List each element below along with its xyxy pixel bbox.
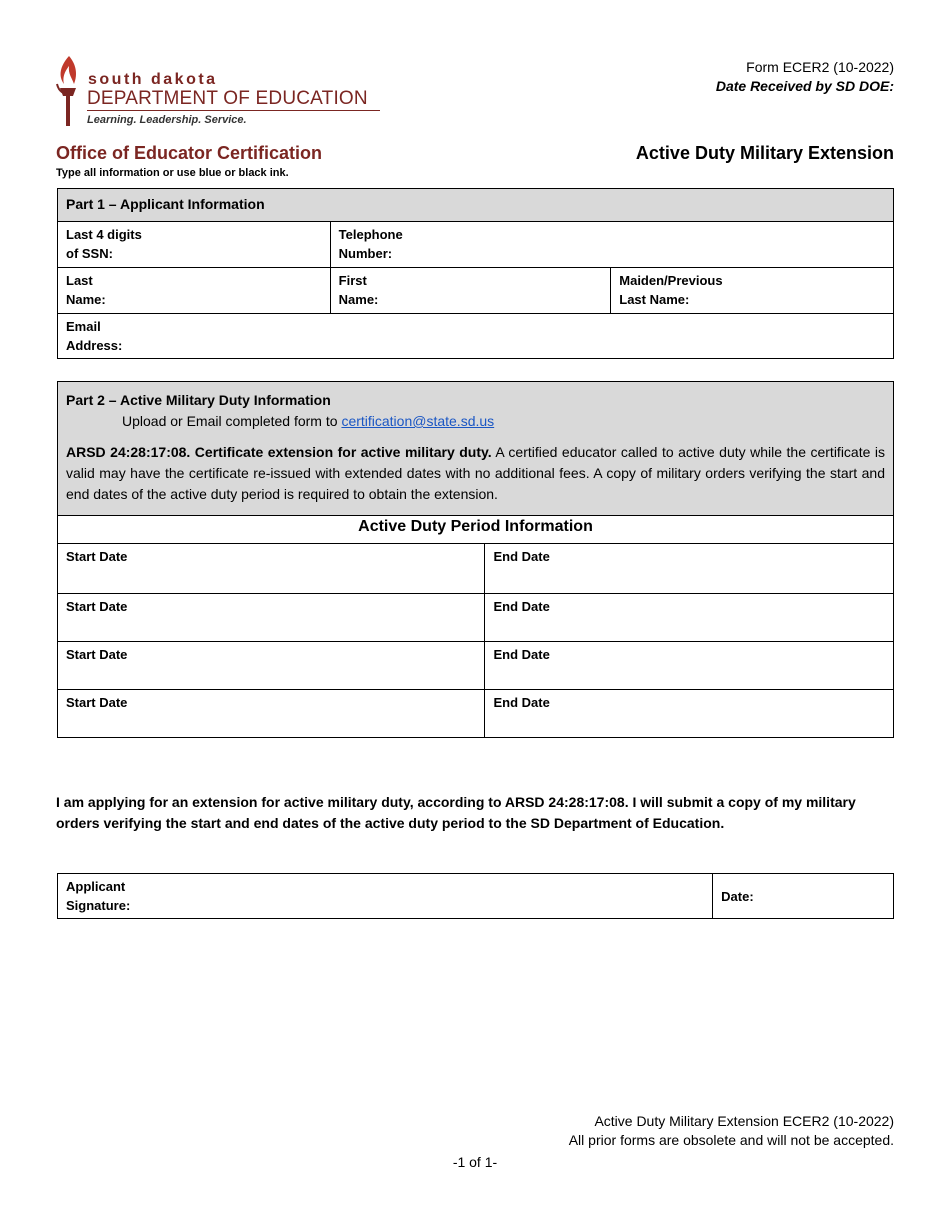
rule-title: ARSD 24:28:17:08. Certificate extension for active military duty. xyxy=(66,444,492,460)
ssn-field[interactable] xyxy=(58,222,331,268)
date-received-label: Date Received by SD DOE: xyxy=(715,78,894,94)
part2-heading: Part 2 – Active Military Duty Information xyxy=(66,392,331,408)
signature-date-field[interactable]: Date: xyxy=(713,874,894,919)
email-label-2: Address: xyxy=(66,338,123,353)
footer-form-line: Active Duty Military Extension ECER2 (10-2022) xyxy=(594,1113,894,1129)
end-date-field[interactable]: End Date xyxy=(485,544,894,594)
logo-divider xyxy=(87,110,380,111)
form-number: Form ECER2 (10-2022) xyxy=(746,59,894,75)
page-number: -1 of 1- xyxy=(452,1154,498,1170)
logo-tagline: Learning. Leadership. Service. xyxy=(87,114,247,126)
email-field[interactable] xyxy=(58,314,894,359)
last-name-field[interactable] xyxy=(58,268,331,314)
part1-heading: Part 1 – Applicant Information xyxy=(58,189,894,222)
logo-department-name: DEPARTMENT OF EDUCATION xyxy=(87,88,368,109)
start-date-field[interactable]: Start Date xyxy=(58,642,485,690)
end-date-field[interactable]: End Date xyxy=(485,594,894,642)
ssn-label: Last 4 digits xyxy=(66,227,142,242)
start-date-field[interactable]: Start Date xyxy=(58,544,485,594)
first-name-field[interactable] xyxy=(330,268,611,314)
last-name-label: Last xyxy=(66,273,93,288)
signature-table xyxy=(57,873,894,919)
start-date-field[interactable]: Start Date xyxy=(58,594,485,642)
end-date-field[interactable]: End Date xyxy=(485,642,894,690)
military-duty-table xyxy=(57,381,894,738)
telephone-label: Telephone xyxy=(338,227,403,242)
applicant-info-table xyxy=(57,188,894,359)
maiden-name-label: Maiden/Previous xyxy=(619,273,723,288)
rule-text: A certified educator called to active duty while the certificate is valid may have the certificate re-issued with extended dates with no additional fees. A copy of military orders verifying the start and end dates of the active duty period is required to obtain the extension. xyxy=(66,444,885,502)
upload-text: Upload or Email completed form to xyxy=(122,413,342,429)
rule-paragraph xyxy=(66,442,885,505)
office-title: Office of Educator Certification xyxy=(56,143,323,163)
period-heading: Active Duty Period Information xyxy=(58,516,894,544)
telephone-field[interactable] xyxy=(330,222,893,268)
signature-label: Applicant xyxy=(66,879,126,894)
part2-info-box xyxy=(58,382,894,516)
maiden-name-field[interactable] xyxy=(611,268,894,314)
start-date-field[interactable]: Start Date xyxy=(58,690,485,738)
upload-instruction xyxy=(66,411,885,432)
first-name-label-2: Name: xyxy=(338,292,379,307)
signature-label-2: Signature: xyxy=(66,898,131,913)
certification-email-link[interactable]: certification@state.sd.us xyxy=(341,413,495,429)
end-date-field[interactable]: End Date xyxy=(485,690,894,738)
footer-obsolete-notice: All prior forms are obsolete and will not be accepted. xyxy=(568,1132,894,1148)
maiden-name-label-2: Last Name: xyxy=(619,292,690,307)
last-name-label-2: Name: xyxy=(66,292,106,307)
first-name-label: First xyxy=(338,273,367,288)
applicant-statement: I am applying for an extension for active military duty, according to ARSD 24:28:17:08. I will submit a copy of my military orders verifying the start and end dates of the active duty period to the SD Department of Education. xyxy=(56,794,856,831)
email-label: Email xyxy=(66,319,101,334)
signature-field[interactable] xyxy=(58,874,713,919)
logo-state-name: south dakota xyxy=(88,71,218,88)
instructions: Type all information or use blue or black ink. xyxy=(56,167,289,179)
page-title: Active Duty Military Extension xyxy=(635,143,894,163)
ssn-label-2: of SSN: xyxy=(66,246,113,261)
telephone-label-2: Number: xyxy=(338,246,393,261)
torch-logo-icon xyxy=(56,54,80,128)
